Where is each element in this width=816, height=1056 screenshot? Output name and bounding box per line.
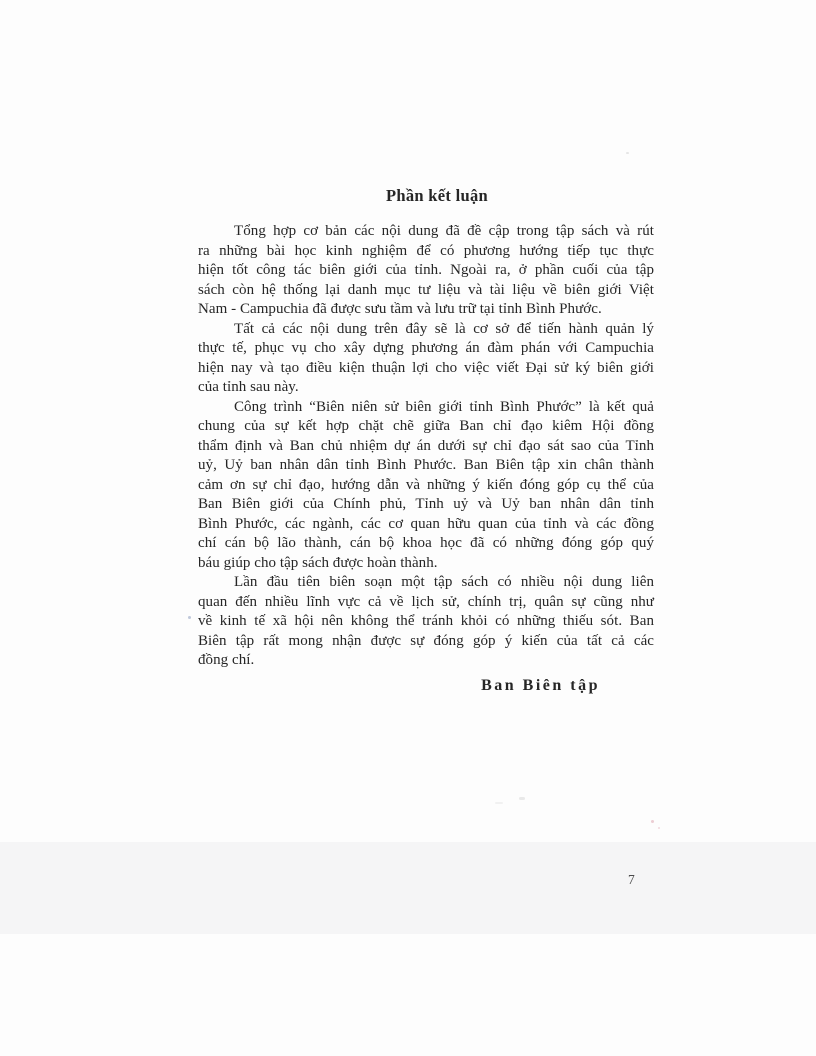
text-line: cảm ơn sự chỉ đạo, hướng dẫn và những ý kiến đóng góp cụ thể của [198, 476, 654, 493]
text-line: ra những bài học kinh nghiệm để có phương hướng tiếp tục thực [198, 242, 654, 259]
scan-speck [519, 797, 525, 800]
text-line: hiện tốt công tác biên giới của tỉnh. Ngoài ra, ở phần cuối của tập [198, 262, 654, 278]
text-line: thẩm định và Ban chủ nhiệm dự án dưới sự chỉ đạo sát sao của Tỉnh [198, 437, 654, 454]
text-line: Lần đầu tiên biên soạn một tập sách có nhiều nội dung liên [234, 574, 654, 590]
text-line: đồng chí. [198, 652, 255, 668]
text-line: uỷ, Uỷ ban nhân dân tỉnh Bình Phước. Ban Biên tập xin chân thành [198, 457, 654, 473]
section-title: Phần kết luận [385, 186, 488, 205]
scan-shade-band [0, 842, 816, 934]
scan-speck [658, 827, 660, 829]
text-line: hiện nay và tạo điều kiện thuận lợi cho việc viết Đại sử ký biên giới [198, 359, 654, 376]
text-line: chung của sự kết hợp chặt chẽ giữa Ban chỉ đạo kiêm Hội đồng [198, 418, 654, 434]
text-line: chí cán bộ lão thành, cán bộ khoa học đã có những đóng góp quý [198, 535, 654, 551]
text-line: Công trình “Biên niên sử biên giới tỉnh Bình Phước” là kết quả [234, 398, 654, 415]
text-line: thực tế, phục vụ cho xây dựng phương án đàm phán với Campuchia [198, 340, 654, 356]
text-line: Tất cả các nội dung trên đây sẽ là cơ sở để tiến hành quản lý [234, 320, 654, 337]
text-line: Nam - Campuchia đã được sưu tầm và lưu trữ tại tỉnh Bình Phước. [198, 301, 602, 317]
text-line: sách còn hệ thống lại danh mục tư liệu và tài liệu về biên giới Việt [198, 281, 654, 298]
scan-speck [651, 820, 654, 823]
text-line: Bình Phước, các ngành, các cơ quan hữu quan của tỉnh và các đồng [198, 515, 654, 532]
scan-speck [188, 616, 191, 619]
text-line: về kinh tế xã hội nên không thể tránh khỏi có những thiếu sót. Ban [198, 613, 654, 629]
text-block [198, 186, 654, 696]
text-line: báu giúp cho tập sách được hoàn thành. [198, 554, 438, 571]
page-number: 7 [628, 872, 635, 887]
text-line: Ban Biên giới của Chính phủ, Tỉnh uỷ và Uỷ ban nhân dân tỉnh [198, 496, 654, 512]
text-line: Biên tập rất mong nhận được sự đóng góp ý kiến của tất cả các [198, 632, 654, 649]
text-line: của tỉnh sau này. [198, 379, 299, 395]
paragraph-acknowledgement [198, 398, 654, 574]
paragraph-apology [198, 573, 654, 671]
scan-speck [495, 802, 503, 804]
paragraph-basis [198, 320, 654, 398]
scan-speck [626, 152, 629, 154]
text-line: Tổng hợp cơ bản các nội dung đã đề cập trong tập sách và rút [234, 223, 654, 239]
paragraph-summary [198, 222, 654, 320]
text-line: quan đến nhiều lĩnh vực cả về lịch sử, chính trị, quân sự cũng như [198, 593, 654, 610]
editorial-board-signature: Ban Biên tập [481, 676, 600, 694]
